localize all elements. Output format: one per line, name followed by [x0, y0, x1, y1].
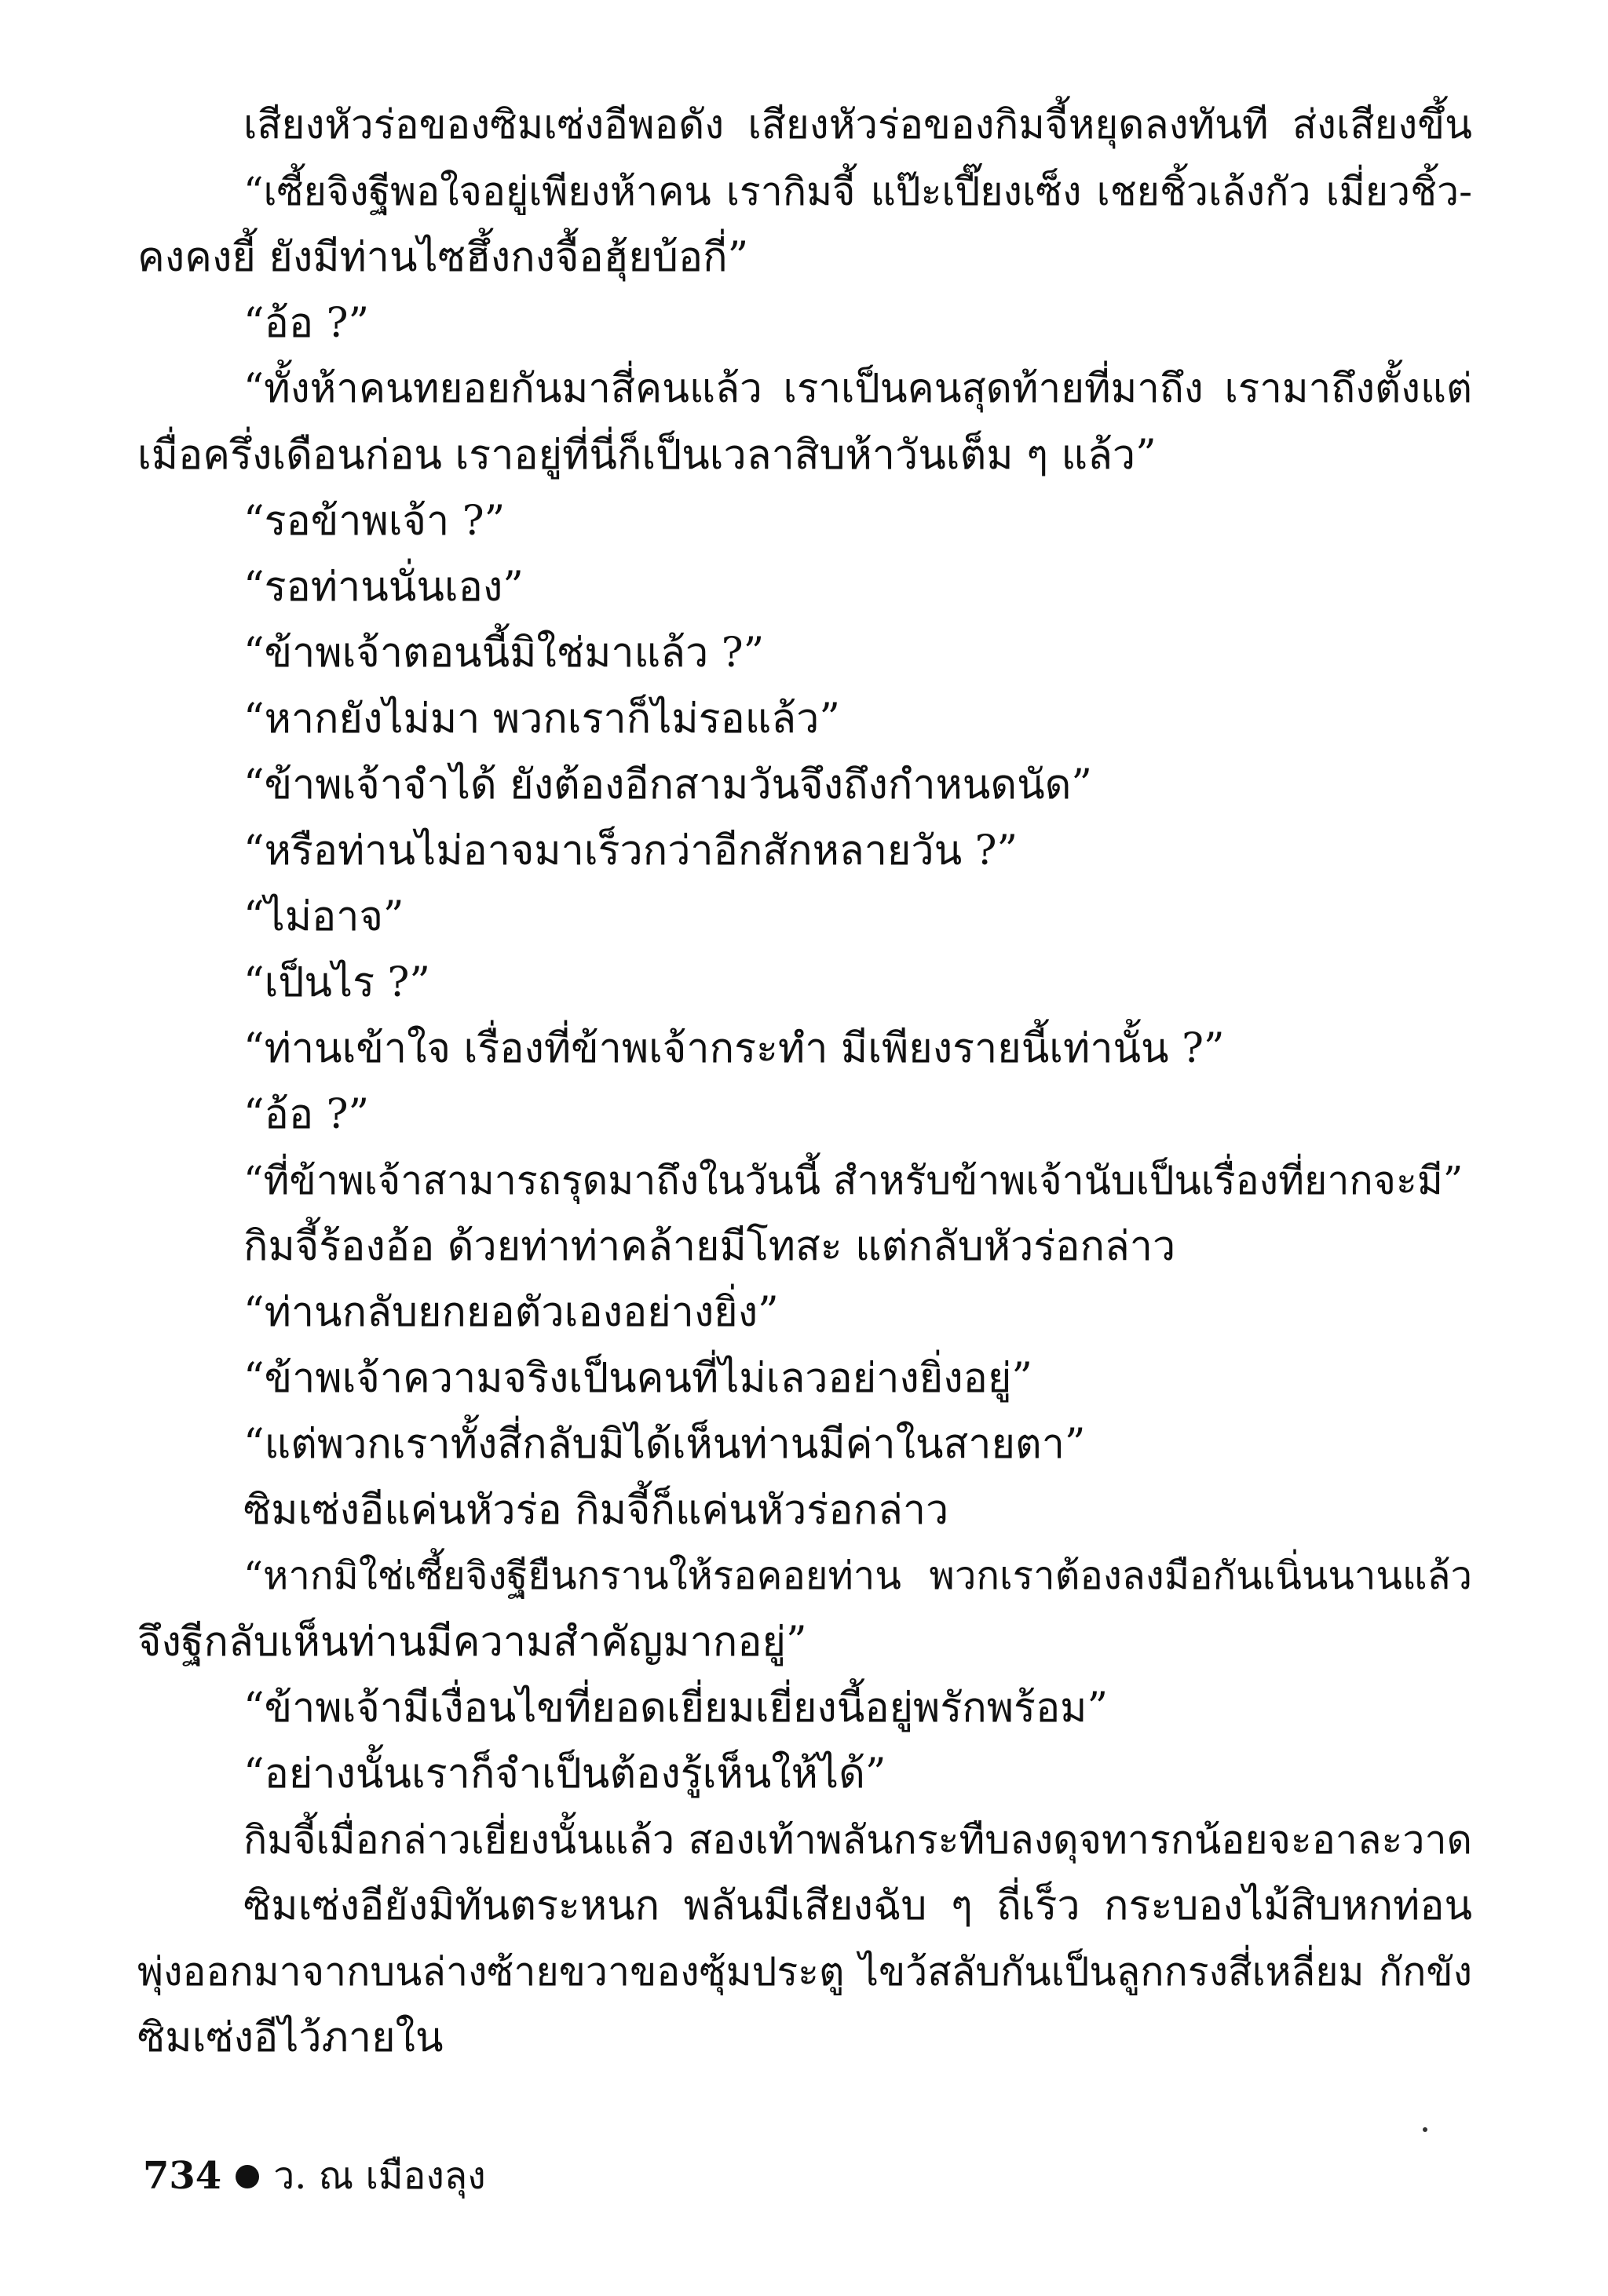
text-line: “ที่ข้าพเจ้าสามารถรุดมาถึงในวันนี้ สำหรับข้าพเจ้านับเป็นเรื่องที่ยากจะมี” — [243, 1158, 1464, 1203]
bullet-icon — [236, 2165, 259, 2188]
text-line: “หากมิใช่เซี้ยจิงฐียืนกรานให้รอคอยท่าน พวกเราต้องลงมือกันเนิ่นนานแล้ว — [243, 1553, 1472, 1598]
text-line: “รอข้าพเจ้า ?” — [243, 498, 506, 545]
page-footer — [143, 2152, 486, 2199]
text-line: “อ้อ ?” — [243, 1091, 370, 1138]
text-line: “ทั้งห้าคนทยอยกันมาสี่คนแล้ว เราเป็นคนสุดท้ายที่มาถึง เรามาถึงตั้งแต่ — [243, 366, 1472, 412]
text-line: ซิมเซ่งอีแค่นหัวร่อ กิมจี้ก็แค่นหัวร่อกล่าว — [243, 1487, 949, 1534]
page-number: 734 — [143, 2154, 222, 2198]
text-line: “ท่านกลับยกยอตัวเองอย่างยิ่ง” — [243, 1289, 779, 1336]
text-line: “ข้าพเจ้าจำได้ ยังต้องอีกสามวันจึงถึงกำหนดนัด” — [243, 761, 1093, 809]
text-line: “อย่างนั้นเราก็จำเป็นต้องรู้เห็นให้ได้” — [243, 1750, 886, 1798]
text-line: “ท่านเข้าใจ เรื่องที่ข้าพเจ้ากระทำ มีเพียงรายนี้เท่านั้น ?” — [243, 1025, 1225, 1072]
text-line: ซิมเซ่งอีไว้ภายใน — [137, 2014, 444, 2061]
text-line: “แต่พวกเราทั้งสี่กลับมิได้เห็นท่านมีค่าในสายตา” — [243, 1421, 1086, 1468]
text-line: “หากยังไม่มา พวกเราก็ไม่รอแล้ว” — [243, 695, 840, 743]
author-name: ว. ณ เมืองลุง — [273, 2154, 486, 2198]
text-line: เสียงหัวร่อของซิมเซ่งอีพอดัง เสียงหัวร่อของกิมจี้หยุดลงทันที ส่งเสียงขึ้น — [243, 102, 1472, 148]
text-line: “เป็นไร ?” — [243, 959, 430, 1006]
text-line: “เซี้ยจิงฐีพอใจอยู่เพียงห้าคน เรากิมจี้ แป๊ะเปี๊ยงเซ็ง เชยชิ้วเล้งกัว เมี่ยวชิ้ว- — [243, 169, 1472, 214]
text-line: คงคงยี้ ยังมีท่านไซฮึ้งกงจื้อฮุ้ยบ้อกี่” — [137, 234, 749, 281]
text-line: “ข้าพเจ้ามีเงื่อนไขที่ยอดเยี่ยมเยี่ยงนี้อยู่พรักพร้อม” — [243, 1685, 1109, 1732]
page-body-text — [137, 93, 1472, 2071]
text-line: “ไม่อาจ” — [243, 893, 404, 940]
text-line: “อ้อ ?” — [243, 300, 370, 347]
text-line: “หรือท่านไม่อาจมาเร็วกว่าอีกสักหลายวัน ?” — [243, 827, 1018, 874]
text-line: ซิมเซ่งอียังมิทันตระหนก พลันมีเสียงฉับ ๆ ถี่เร็ว กระบองไม้สิบหกท่อน — [243, 1882, 1472, 1929]
speck-mark — [1423, 2127, 1427, 2132]
text-line: กิมจี้ร้องอ้อ ด้วยท่าท่าคล้ายมีโทสะ แต่กลับหัวร่อกล่าว — [243, 1223, 1176, 1270]
text-line: กิมจี้เมื่อกล่าวเยี่ยงนั้นแล้ว สองเท้าพลันกระทืบลงดุจทารกน้อยจะอาละวาด — [243, 1817, 1472, 1863]
text-line: “ข้าพเจ้าตอนนี้มิใช่มาแล้ว ?” — [243, 630, 765, 677]
text-line: พุ่งออกมาจากบนล่างซ้ายขวาของซุ้มประตู ไขว้สลับกันเป็นลูกกรงสี่เหลี่ยม กักขัง — [137, 1949, 1472, 1995]
text-line: “ข้าพเจ้าความจริงเป็นคนที่ไม่เลวอย่างยิ่งอยู่” — [243, 1355, 1032, 1402]
text-line: “รอท่านนั่นเอง” — [243, 564, 524, 611]
text-line: จึงฐีกลับเห็นท่านมีความสำคัญมากอยู่” — [137, 1619, 807, 1666]
text-line: เมื่อครึ่งเดือนก่อน เราอยู่ที่นี่ก็เป็นเวลาสิบห้าวันเต็ม ๆ แล้ว” — [137, 432, 1157, 479]
